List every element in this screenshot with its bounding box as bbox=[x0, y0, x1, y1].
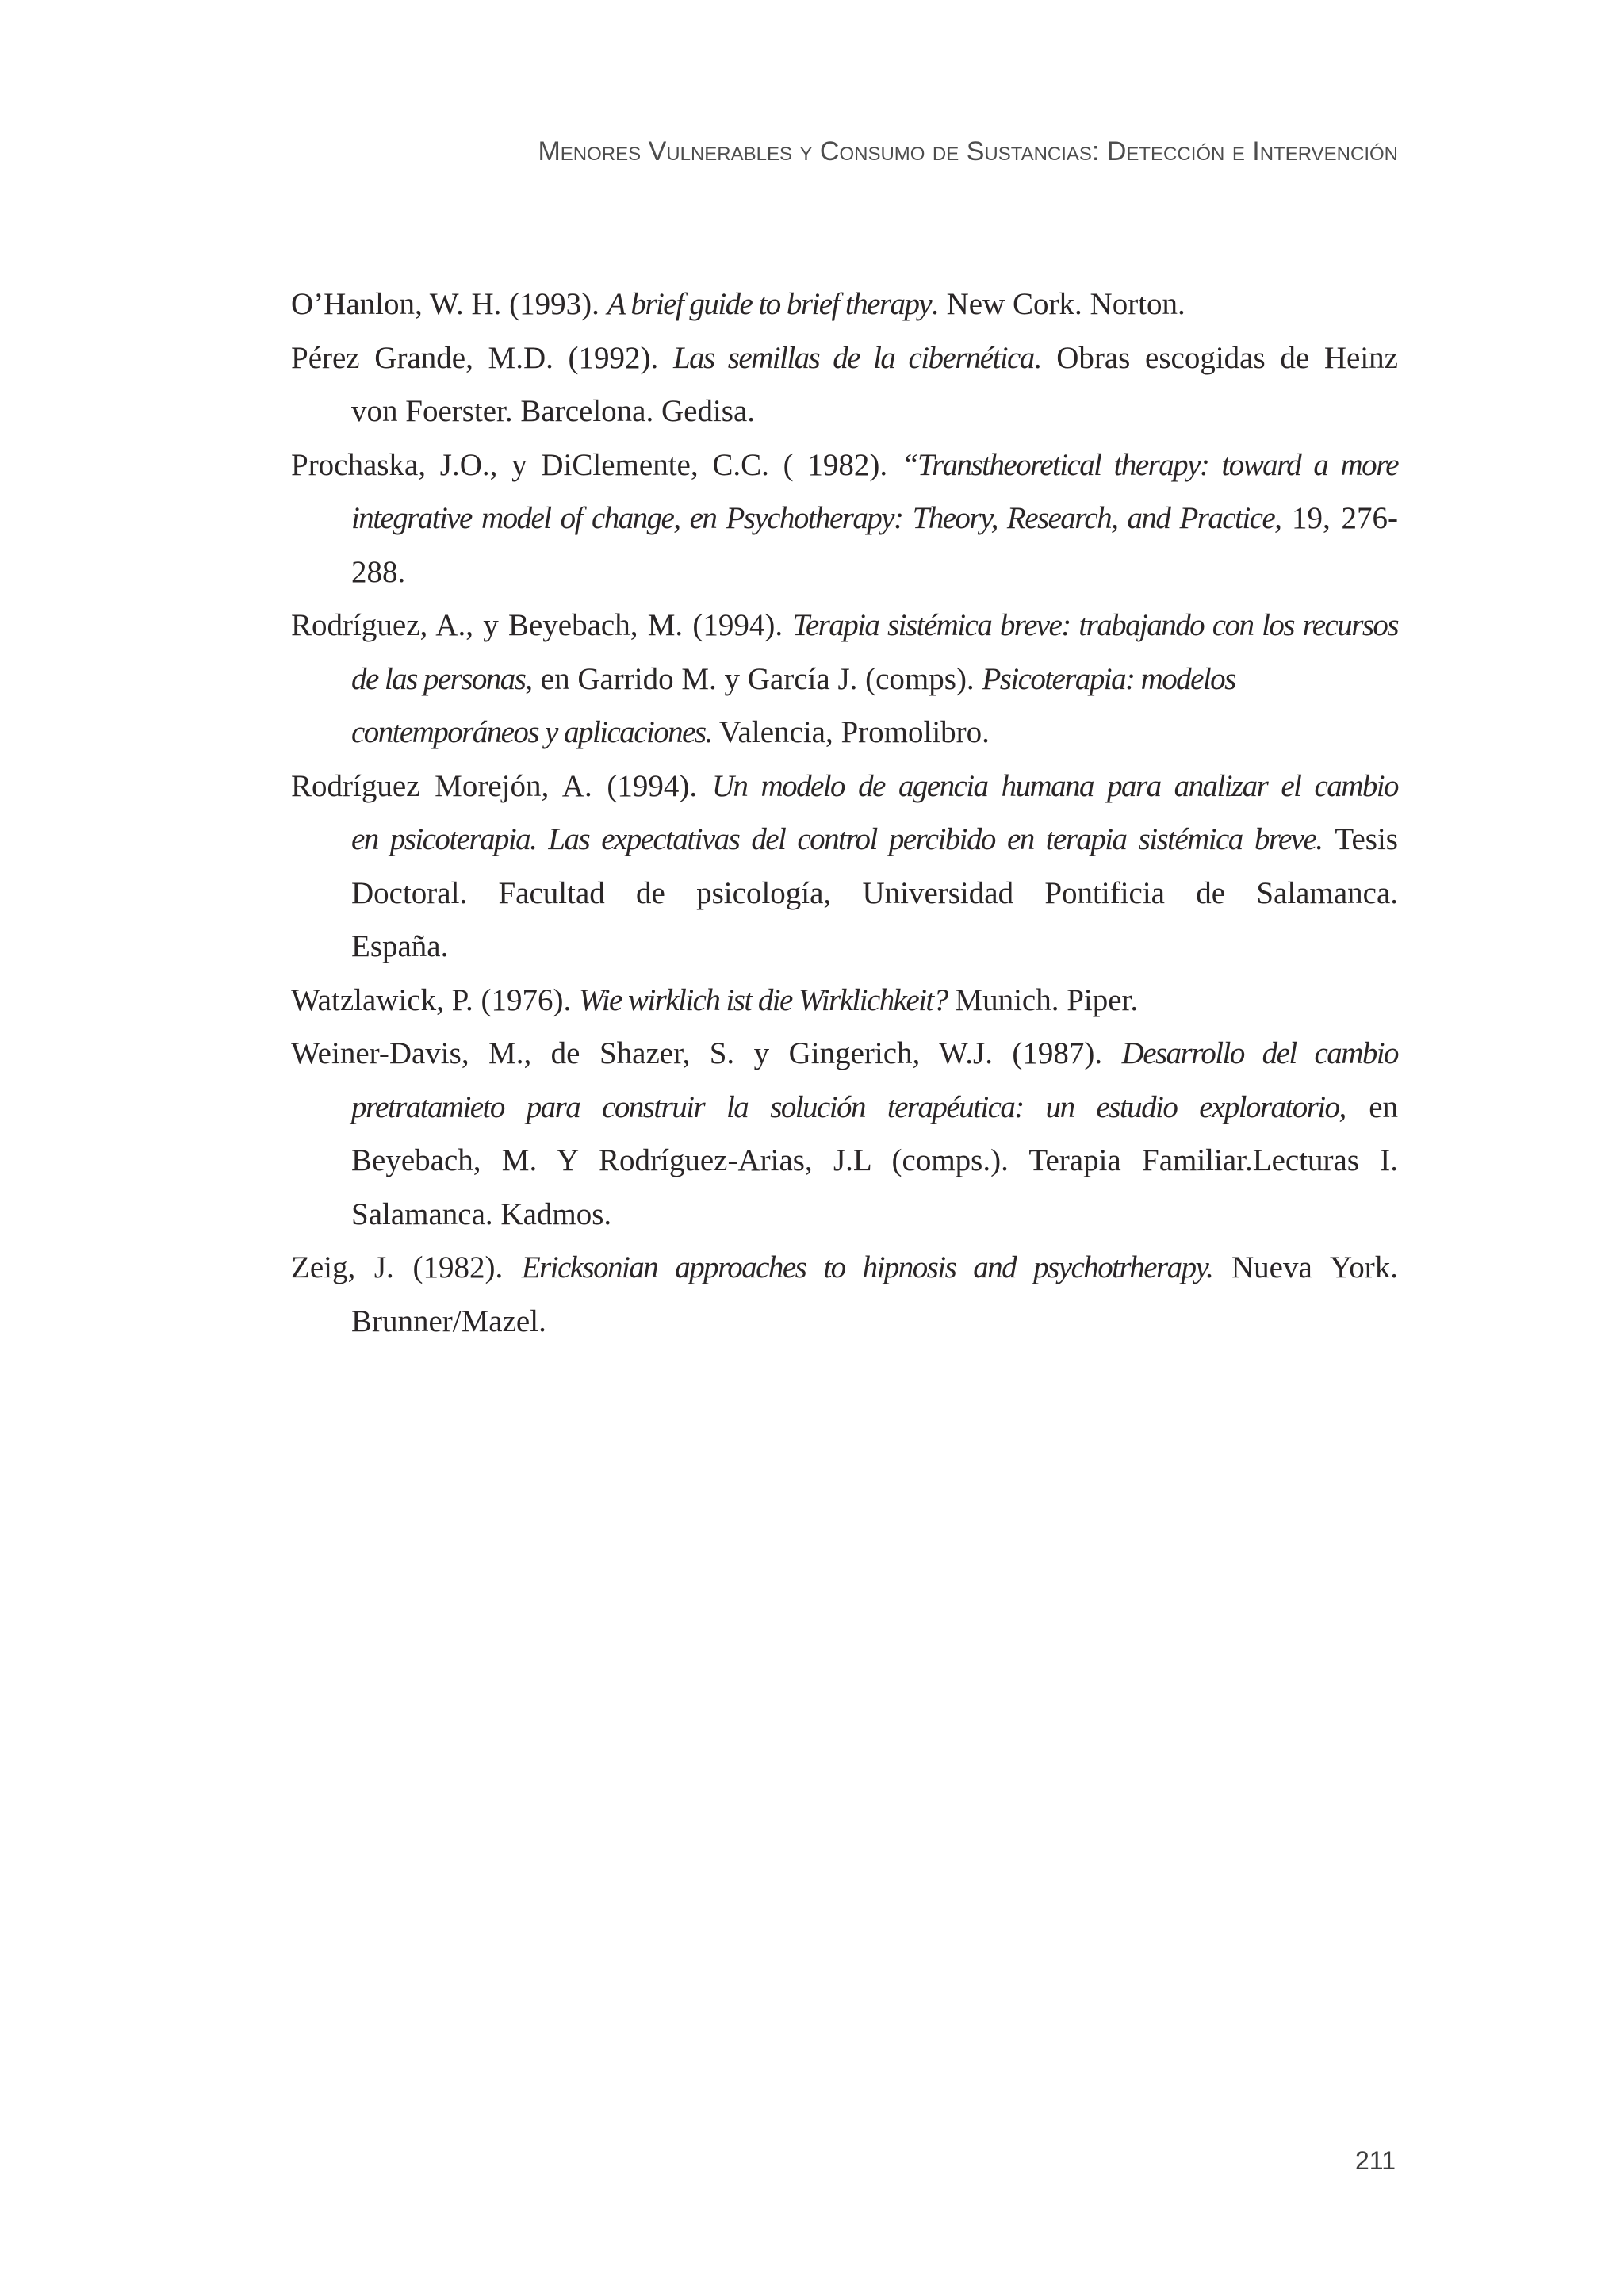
reference-entry bbox=[291, 760, 1398, 974]
reference-text: Weiner-Davis, M., de Shazer, S. y Gingerich, W.J. (1987). bbox=[291, 1036, 1122, 1070]
reference-text: Pérez Grande, M.D. (1992). bbox=[291, 340, 673, 375]
reference-line bbox=[291, 867, 1398, 921]
reference-title: contemporáneos y aplicaciones. bbox=[351, 715, 712, 749]
reference-text: Nueva York. bbox=[1212, 1250, 1398, 1284]
reference-text: Rodríguez, A., y Beyebach, M. (1994). bbox=[291, 608, 793, 642]
reference-title: Terapia sistémica breve: trabajando con los recursos bbox=[792, 608, 1398, 642]
reference-text: . New Cork. Norton. bbox=[931, 287, 1185, 321]
reference-entry bbox=[291, 599, 1398, 760]
reference-text: Brunner/Mazel. bbox=[351, 1303, 546, 1338]
reference-title: Desarrollo del cambio bbox=[1121, 1036, 1398, 1070]
reference-text: Munich. Piper. bbox=[947, 982, 1139, 1017]
reference-text: 288. bbox=[351, 554, 406, 589]
reference-line bbox=[291, 545, 1398, 599]
reference-entry bbox=[291, 1027, 1398, 1241]
reference-entry bbox=[291, 438, 1398, 599]
reference-title: A brief guide to brief therapy bbox=[607, 287, 932, 321]
reference-text: Tesis bbox=[1322, 822, 1398, 856]
reference-title: integrative model of change, en Psychotherapy: Theory, Research, and Practice, bbox=[351, 501, 1281, 535]
reference-list bbox=[291, 278, 1398, 1348]
reference-line bbox=[291, 1295, 1398, 1349]
reference-title: pretratamieto para construir la solución terapéutica: un estudio exploratorio, bbox=[351, 1089, 1346, 1124]
reference-line bbox=[291, 385, 1398, 438]
reference-title: en psicoterapia. Las expectativas del control percibido en terapia sistémica breve. bbox=[351, 822, 1323, 856]
page-number: 211 bbox=[1354, 2146, 1396, 2175]
reference-title: Psicoterapia: modelos bbox=[982, 661, 1235, 696]
reference-title: Ericksonian approaches to hipnosis and psychotrherapy. bbox=[521, 1250, 1213, 1284]
reference-line bbox=[291, 1134, 1398, 1188]
reference-text: Doctoral. Facultad de psicología, Universidad Pontificia de Salamanca. bbox=[351, 875, 1398, 910]
reference-text: . Obras escogidas de Heinz bbox=[1033, 340, 1398, 375]
reference-text: Zeig, J. (1982). bbox=[291, 1250, 522, 1284]
reference-title: Un modelo de agencia humana para analizar el cambio bbox=[711, 768, 1398, 803]
reference-text: España. bbox=[351, 929, 449, 963]
reference-title: de las personas bbox=[351, 661, 526, 696]
reference-line bbox=[291, 331, 1398, 385]
reference-entry bbox=[291, 974, 1398, 1028]
reference-title: Las semillas de la cibernética bbox=[672, 340, 1034, 375]
reference-line bbox=[291, 760, 1398, 813]
reference-line bbox=[291, 706, 1398, 760]
reference-line bbox=[291, 974, 1398, 1028]
reference-line bbox=[291, 653, 1398, 706]
reference-line bbox=[291, 1188, 1398, 1242]
reference-text: von Foerster. Barcelona. Gedisa. bbox=[351, 394, 756, 428]
reference-text: Watzlawick, P. (1976). bbox=[291, 982, 579, 1017]
reference-title: Wie wirklich ist die Wirklichkeit? bbox=[578, 982, 948, 1017]
reference-line bbox=[291, 1027, 1398, 1081]
reference-line bbox=[291, 1241, 1398, 1295]
reference-line bbox=[291, 920, 1398, 974]
reference-text: Prochaska, J.O., y DiClemente, C.C. ( 1982). bbox=[291, 447, 902, 482]
reference-line bbox=[291, 1081, 1398, 1135]
running-header: Menores Vulnerables y Consumo de Sustancias: Detección e Intervención bbox=[538, 136, 1398, 167]
reference-line bbox=[291, 278, 1398, 331]
reference-text: Beyebach, M. Y Rodríguez-Arias, J.L (comps.). Terapia Familiar.Lecturas I. bbox=[351, 1143, 1398, 1177]
reference-entry bbox=[291, 1241, 1398, 1348]
reference-text: en bbox=[1345, 1089, 1398, 1124]
reference-entry bbox=[291, 278, 1398, 331]
reference-line bbox=[291, 599, 1398, 653]
reference-text: , en Garrido M. y García J. (comps). bbox=[525, 661, 982, 696]
reference-entry bbox=[291, 331, 1398, 438]
reference-title: “Transtheoretical therapy: toward a more bbox=[901, 447, 1399, 482]
reference-text: Valencia, Promolibro. bbox=[711, 715, 990, 749]
reference-text: 19, 276- bbox=[1281, 501, 1398, 535]
reference-text: O’Hanlon, W. H. (1993). bbox=[291, 287, 607, 321]
reference-line bbox=[291, 813, 1398, 867]
reference-line bbox=[291, 438, 1398, 492]
reference-text: Salamanca. Kadmos. bbox=[351, 1196, 612, 1231]
reference-line bbox=[291, 492, 1398, 545]
reference-text: Rodríguez Morejón, A. (1994). bbox=[291, 768, 712, 803]
